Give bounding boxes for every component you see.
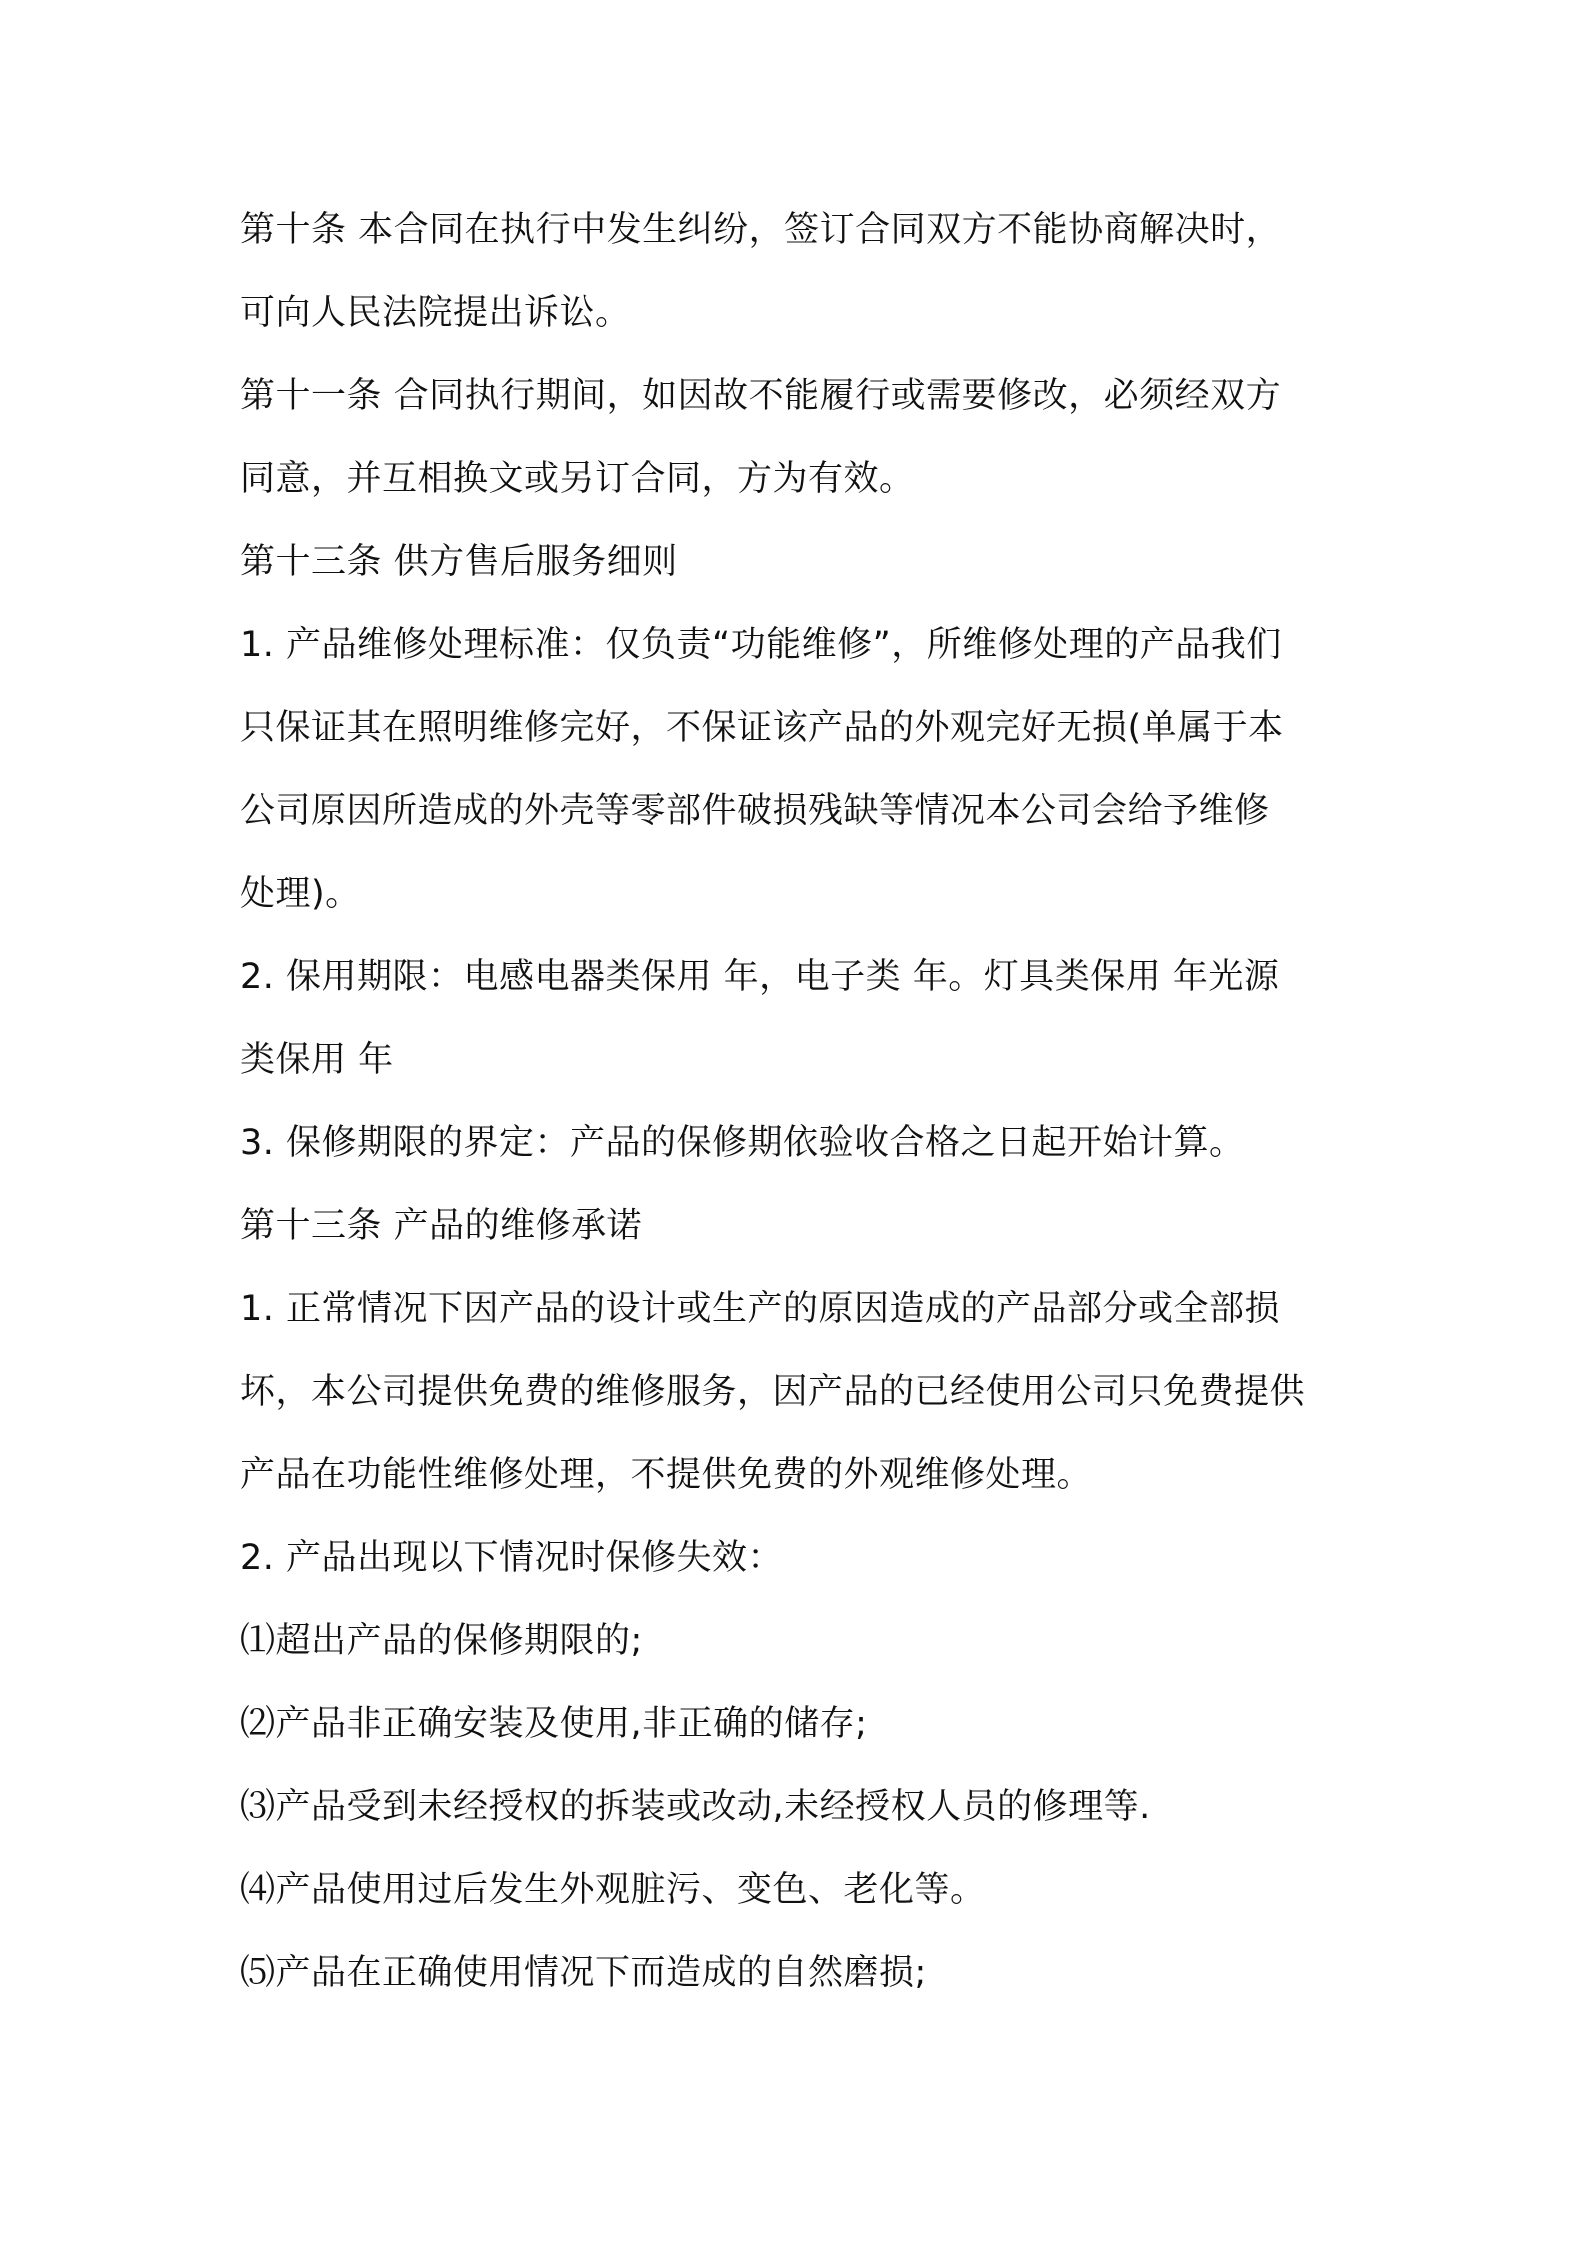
service-item-1-line-3: 公司原因所造成的外壳等零部件破损残缺等情况本公司会给予维修 [240, 791, 1270, 831]
repair-item-1-line-1: 1. 正常情况下因产品的设计或生产的原因造成的产品部分或全部损 [240, 1289, 1281, 1329]
service-item-2-line-1: 2. 保用期限：电感电器类保用 年，电子类 年。灯具类保用 年光源 [240, 957, 1280, 997]
article-11-line-2: 同意，并互相换文或另订合同，方为有效。 [240, 459, 915, 499]
void-condition-4: ⑷产品使用过后发生外观脏污、变色、老化等。 [240, 1870, 986, 1910]
void-condition-5: ⑸产品在正确使用情况下而造成的自然磨损; [240, 1953, 927, 1993]
service-item-1-line-4: 处理)。 [240, 874, 361, 914]
service-item-2-line-2: 类保用 年 [240, 1040, 394, 1080]
article-13-heading-service: 第十三条 供方售后服务细则 [240, 542, 678, 582]
article-11-line-1: 第十一条 合同执行期间，如因故不能履行或需要修改，必须经双方 [240, 376, 1282, 416]
service-item-1-line-2: 只保证其在照明维修完好，不保证该产品的外观完好无损(单属于本 [240, 708, 1284, 748]
repair-item-1-line-2: 坏，本公司提供免费的维修服务，因产品的已经使用公司只免费提供 [240, 1372, 1306, 1412]
void-condition-1: ⑴超出产品的保修期限的; [240, 1621, 643, 1661]
article-10-line-1: 第十条 本合同在执行中发生纠纷，签订合同双方不能协商解决时， [240, 210, 1282, 250]
void-condition-3: ⑶产品受到未经授权的拆装或改动,未经授权人员的修理等. [240, 1787, 1151, 1827]
article-10-line-2: 可向人民法院提出诉讼。 [240, 293, 631, 333]
service-item-1-line-1: 1. 产品维修处理标准：仅负责“功能维修”，所维修处理的产品我们 [240, 625, 1282, 665]
service-item-3-line-1: 3. 保修期限的界定：产品的保修期依验收合格之日起开始计算。 [240, 1123, 1245, 1163]
void-condition-2: ⑵产品非正确安装及使用,非正确的储存; [240, 1704, 868, 1744]
repair-item-1-line-3: 产品在功能性维修处理，不提供免费的外观维修处理。 [240, 1455, 1093, 1495]
repair-item-2-line-1: 2. 产品出现以下情况时保修失效： [240, 1538, 784, 1578]
article-13-heading-repair: 第十三条 产品的维修承诺 [240, 1206, 643, 1246]
